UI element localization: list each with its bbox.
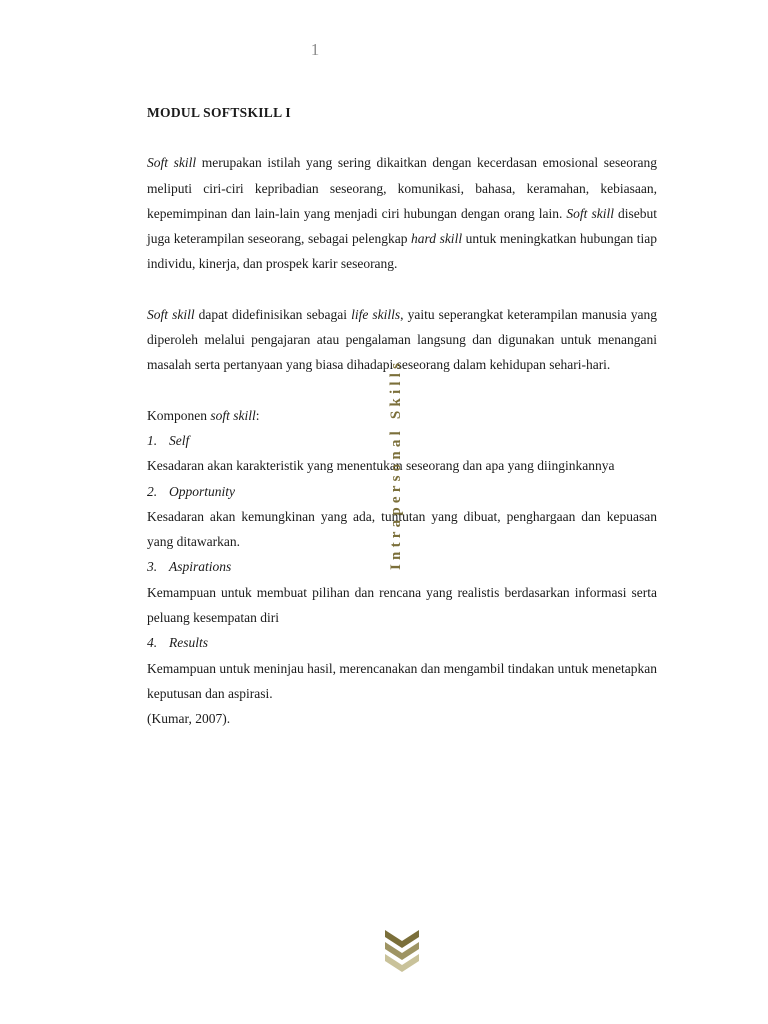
- term-life-skills: life skills: [351, 306, 401, 322]
- text: untuk meningkatkan hubungan tiap individu, kinerja, dan prospek karir seseorang.: [147, 231, 657, 272]
- text: dapat didefinisikan sebagai: [194, 306, 352, 322]
- text: , yaitu seperangkat keterampilan manusia yang diperoleh melalui pengajaran atau pengalaman langsung dan digunakan untuk menangani masalah serta pertanyaan yang biasa dihadapi seseorang dalam kehidupan sehari-hari.: [147, 306, 658, 373]
- text: Komponen: [147, 407, 211, 423]
- term-soft-skill: Soft skill: [566, 205, 614, 221]
- list-label: Opportunity: [169, 483, 235, 499]
- text: disebut juga keterampilan seseorang, sebagai pelengkap: [147, 205, 657, 247]
- text: :: [255, 407, 260, 423]
- side-label-vertical: Intrapersonal Skills: [388, 358, 404, 570]
- list-desc: Kemampuan untuk meninjau hasil, merencanakan dan mengambil tindakan untuk menetapkan keputusan dan aspirasi.: [147, 660, 657, 701]
- chevron-shape: [385, 930, 419, 948]
- document-title: MODUL SOFTSKILL I: [147, 105, 291, 120]
- term-soft-skill: Soft skill: [147, 155, 197, 171]
- citation: (Kumar, 2007).: [147, 711, 231, 727]
- list-label: Aspirations: [169, 559, 232, 575]
- list-desc: Kesadaran akan karakteristik yang menentukan seseorang dan apa yang diinginkannya: [147, 458, 615, 474]
- list-number: 1.: [147, 432, 158, 448]
- list-label: Self: [169, 432, 190, 448]
- list-number: 3.: [147, 559, 158, 575]
- list-desc: Kemampuan untuk membuat pilihan dan rencana yang realistis berdasarkan informasi serta peluang kesempatan diri: [147, 584, 657, 626]
- list-label: Results: [169, 635, 208, 651]
- term-soft-skill: Soft skill: [147, 306, 195, 322]
- text: merupakan istilah yang sering dikaitkan dengan kecerdasan emosional seseorang meliputi ciri-ciri kepribadian seseorang, komunikasi, bahasa, keramahan, kebiasaan, kepemimpinan dan lain-lain yang menjadi ciri hubungan dengan orang lain.: [147, 155, 657, 221]
- list-item-results: [147, 630, 657, 655]
- list-number: 4.: [147, 635, 158, 651]
- list-number: 2.: [147, 483, 158, 499]
- paragraph-definition: [147, 150, 657, 276]
- chevron-down-icon: [385, 930, 419, 976]
- term-soft-skill: soft skill: [210, 407, 256, 423]
- list-desc: Kesadaran akan kemungkinan yang ada, tuntutan yang dibuat, penghargaan dan kepuasan yang ditawarkan.: [147, 508, 657, 550]
- term-hard-skill: hard skill: [411, 231, 463, 247]
- page-number: 1: [310, 40, 320, 59]
